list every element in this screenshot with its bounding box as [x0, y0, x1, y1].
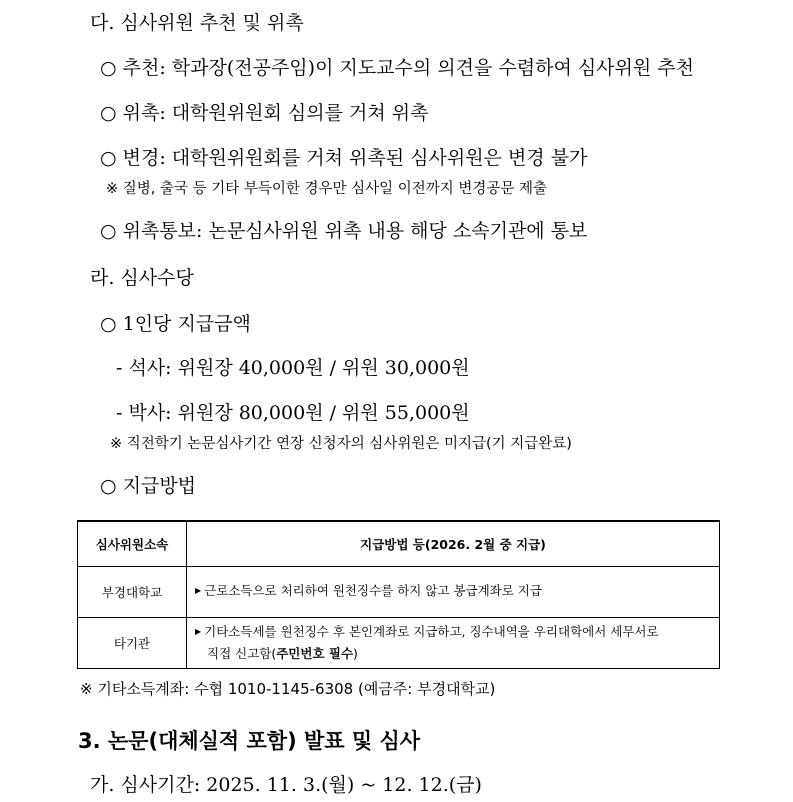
- row-method: [187, 618, 720, 669]
- masters-amount: - 석사: 위원장 40,000원 / 위원 30,000원: [116, 357, 470, 379]
- note-change: ※ 질병, 출국 등 기타 부득이한 경우만 심사일 이전까지 변경공문 제출: [106, 181, 548, 197]
- resident-number-required: 주민번호 필수: [276, 646, 354, 661]
- method-text-line2: 직접 신고함(주민번호 필수): [207, 646, 358, 661]
- table-header-row: [78, 521, 720, 567]
- row-org: 부경대학교: [78, 567, 187, 618]
- row-method: [187, 567, 720, 618]
- table-row: [78, 618, 720, 669]
- triangle-bullet-icon: ▶: [195, 627, 202, 636]
- account-note: ※ 기타소득계좌: 수협 1010-1145-6308 (예금주: 부경대학교): [80, 680, 496, 698]
- item-notify: ○ 위촉통보: 논문심사위원 위촉 내용 해당 소속기관에 통보: [100, 220, 588, 242]
- item-recommend: ○ 추천: 학과장(전공주임)이 지도교수의 의견을 수렴하여 심사위원 추천: [100, 57, 694, 79]
- section-ra-title: 라. 심사수당: [90, 267, 194, 289]
- header-org: 심사위원소속: [78, 521, 187, 567]
- section-da-title: 다. 심사위원 추천 및 위촉: [90, 12, 304, 34]
- header-method: 지급방법 등(2026. 2월 중 지급): [187, 521, 720, 567]
- payment-table: [77, 520, 720, 669]
- item-appoint: ○ 위촉: 대학원위원회 심의를 거쳐 위촉: [100, 102, 429, 124]
- table-row: [78, 567, 720, 618]
- triangle-bullet-icon: ▶: [195, 586, 202, 595]
- note-extension: ※ 직전학기 논문심사기간 연장 신청자의 심사위원은 미지급(기 지급완료): [110, 436, 572, 452]
- method-text-line1: 기타소득세를 원천징수 후 본인계좌로 지급하고, 징수내역을 우리대학에서 세무서로: [204, 624, 659, 639]
- item-change: ○ 변경: 대학원위원회를 거쳐 위촉된 심사위원은 변경 불가: [100, 147, 588, 169]
- row-org: 타기관: [78, 618, 187, 669]
- method-heading: ○ 지급방법: [100, 475, 197, 497]
- amount-heading: ○ 1인당 지급금액: [100, 313, 251, 335]
- section3-title: 3. 논문(대체실적 포함) 발표 및 심사: [78, 729, 421, 753]
- doctoral-amount: - 박사: 위원장 80,000원 / 위원 55,000원: [116, 402, 470, 424]
- method-text: 근로소득으로 처리하여 원천징수를 하지 않고 봉급계좌로 지급: [204, 583, 542, 598]
- review-period: 가. 심사기간: 2025. 11. 3.(월) ~ 12. 12.(금): [90, 774, 482, 796]
